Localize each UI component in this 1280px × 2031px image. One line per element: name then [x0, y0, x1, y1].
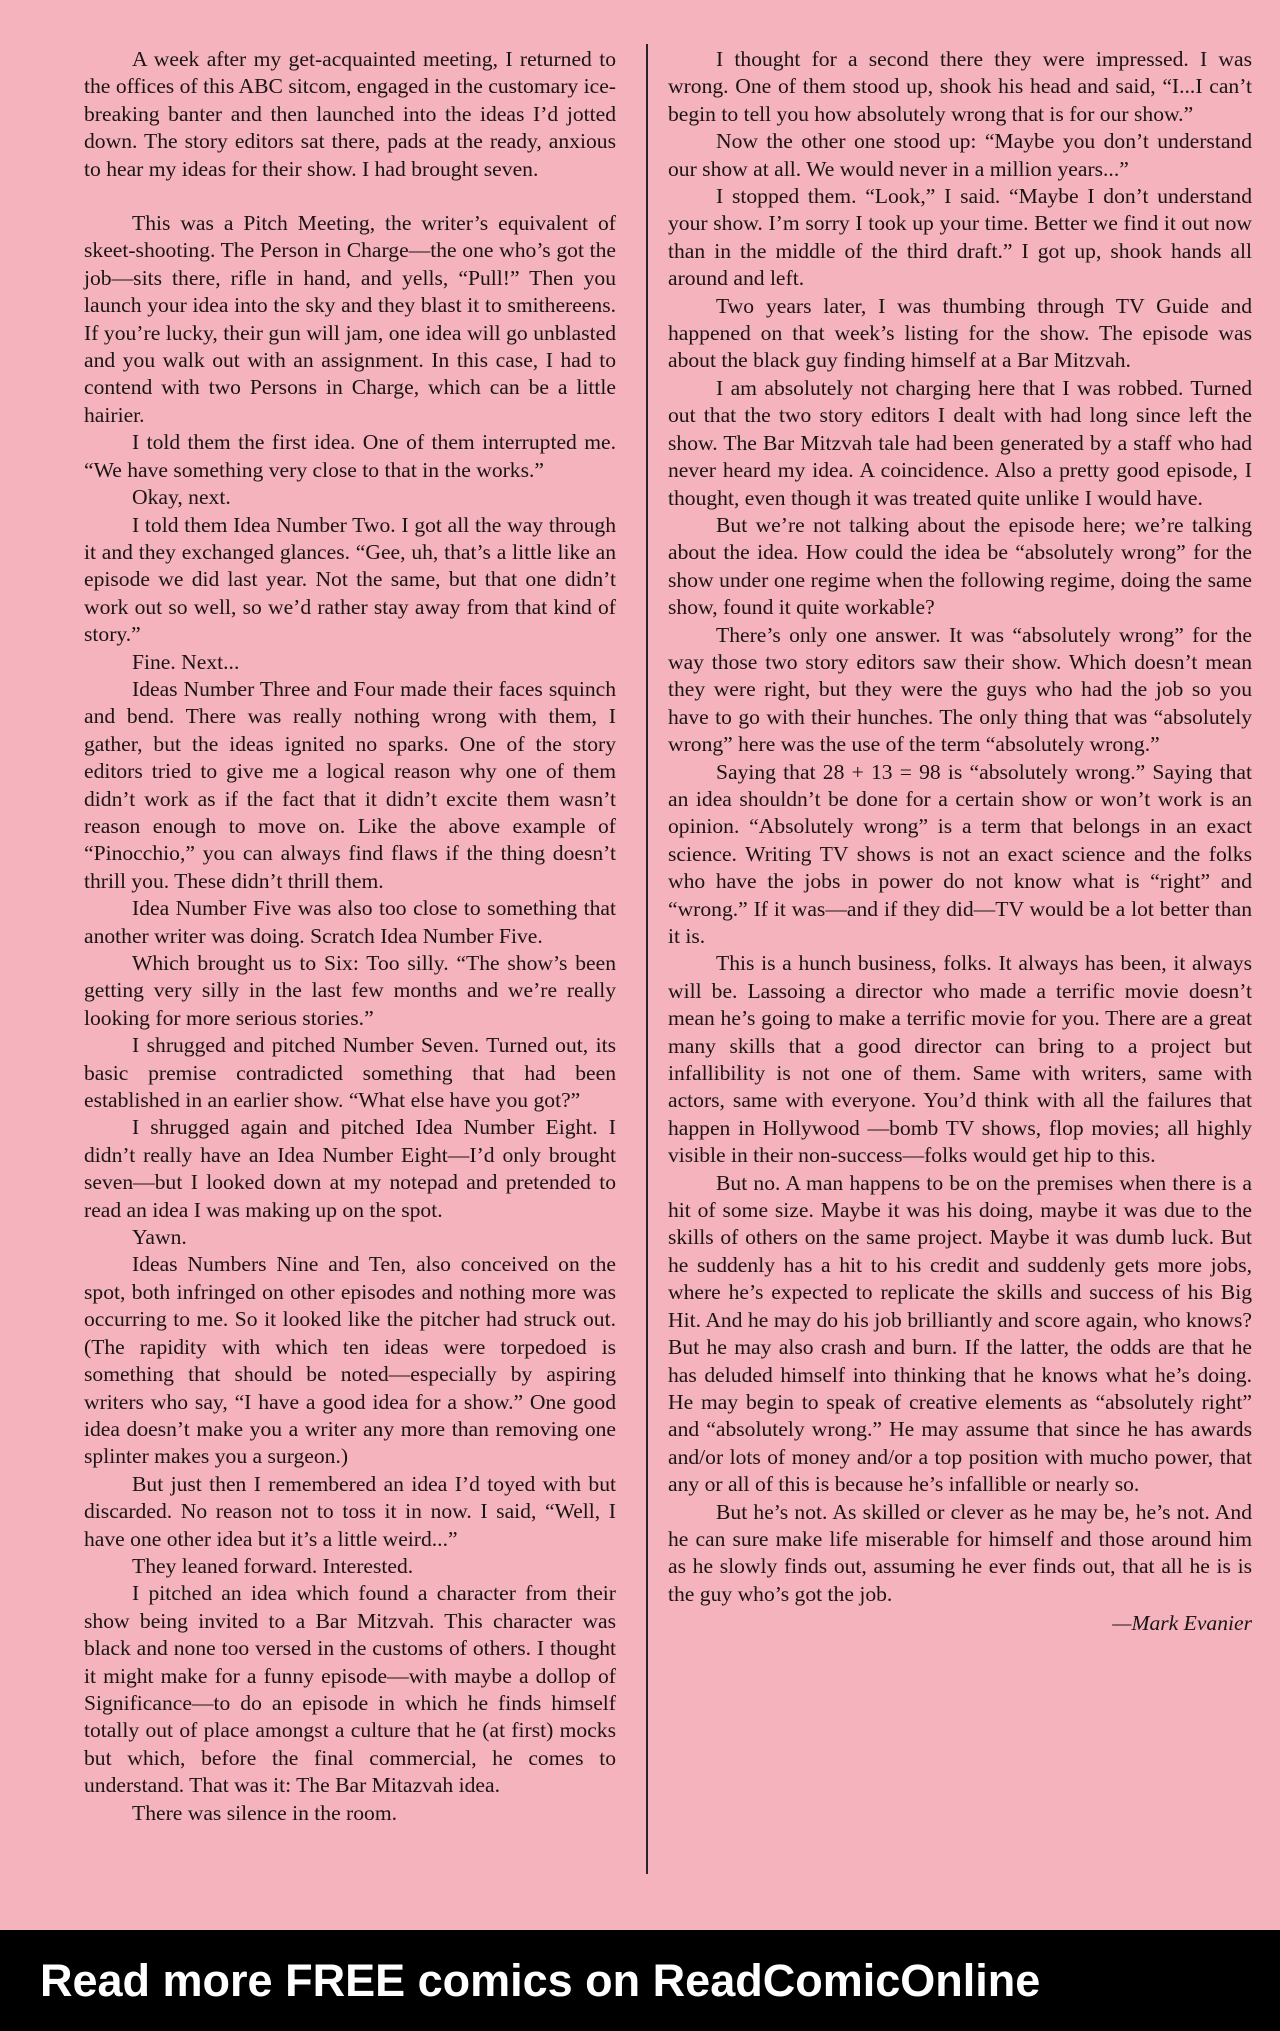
- paragraph: I told them Idea Number Two. I got all the way through it and they exchanged glances. “Gee, uh, that’s a little like an episode we did last year. Not the same, but that one didn’t work out so well, so we’d rather stay away from that kind of story.”: [84, 512, 616, 647]
- paragraph: Idea Number Five was also too close to something that another writer was doing. Scratch Idea Number Five.: [84, 896, 616, 948]
- paragraph: But no. A man happens to be on the premises when there is a hit of some size. Maybe it was his doing, maybe it was due to the skills of others on the same project. Maybe it was dumb luck. But he suddenly has a hit to his credit and suddenly gets more jobs, where he’s expected to replicate the skills and success of his Big Hit. And he may do his job brilliantly and score again, who knows? But he may also crash and burn. If the latter, the odds are that he has deluded himself into thinking that he knows what he’s doing. He may begin to speak of creative elements as “absolutely right” and “absolutely wrong.” He may assume that since he has awards and/or lots of money and/or a top position with mucho power, that any or all of this is because he’s infallible or nearly so.: [668, 1170, 1252, 1497]
- paragraph: Which brought us to Six: Too silly. “The show’s been getting very silly in the last few months and we’re really looking for more serious stories.”: [84, 951, 616, 1030]
- paragraph: Saying that 28 + 13 = 98 is “absolutely wrong.” Saying that an idea shouldn’t be done for a certain show or won’t work is an opinion. “Absolutely wrong” is a term that belongs in an exact science. Writing TV shows is not an exact science and the folks who have the jobs in power do not know what is “right” and “wrong.” If it was—and if they did—TV would be a lot better than it is.: [668, 759, 1252, 948]
- paragraph: There’s only one answer. It was “absolutely wrong” for the way those two story editors saw their show. Which doesn’t mean they were right, but they were the guys who had the job so you have to go with their hunches. The only thing that was “absolutely wrong” here was the use of the term “absolutely wrong.”: [668, 622, 1252, 757]
- paragraph: Fine. Next...: [132, 649, 240, 674]
- paragraph: Yawn.: [132, 1225, 187, 1250]
- paragraph: I am absolutely not charging here that I was robbed. Turned out that the two story editors I dealt with had long since left the show. The Bar Mitzvah tale had been generated by a staff who had never heard my idea. A coincidence. Also a pretty good episode, I thought, even though it was treated quite unlike I would have.: [668, 375, 1252, 510]
- paragraph: Ideas Number Three and Four made their faces squinch and bend. There was really nothing wrong with them, I gather, but the ideas ignited no sparks. One of the story editors tried to give me a logical reason why one of them didn’t work as if the fact that it didn’t excite them wasn’t reason enough to move on. Like the above example of “Pinocchio,” you can always find flaws if the thing doesn’t thrill you. These didn’t thrill them.: [84, 676, 616, 893]
- author-signature: —Mark Evanier: [1112, 1611, 1252, 1636]
- paragraph: But just then I remembered an idea I’d toyed with but discarded. No reason not to toss it in now. I said, “Well, I have one other idea but it’s a little weird...”: [84, 1471, 616, 1551]
- paragraph: There was silence in the room.: [132, 1800, 398, 1825]
- footer-link-text[interactable]: Read more FREE comics on ReadComicOnline: [40, 1954, 1041, 2006]
- paragraph: I shrugged and pitched Number Seven. Turned out, its basic premise contradicted something that had been established in an earlier show. “What else have you got?”: [84, 1033, 616, 1113]
- paragraph: Okay, next.: [132, 485, 231, 510]
- paragraph: They leaned forward. Interested.: [132, 1553, 414, 1578]
- footer-banner[interactable]: [0, 1930, 1280, 2031]
- paragraph: This is a hunch business, folks. It always has been, it always will be. Lassoing a director who made a terrific movie doesn’t mean he’s going to make a terrific movie for you. There are a great many skills that a good director can bring to a project but infallibility is not one of them. Same with writers, same with actors, same with everyone. You’d think with all the failures that happen in Hollywood —bomb TV shows, flop movies; all highly visible in their non-success—folks would get hip to this.: [668, 951, 1252, 1168]
- paragraph: I pitched an idea which found a character from their show being invited to a Bar Mitzvah. This character was black and none too versed in the customs of others. I thought it might make for a funny episode—with maybe a dollop of Significance—to do an episode in which he finds himself totally out of place amongst a culture that he (at first) mocks but which, before the final commercial, he comes to understand. That was it: The Bar Mitazvah idea.: [84, 1581, 616, 1798]
- paragraph: Now the other one stood up: “Maybe you don’t understand our show at all. We would never in a million years...”: [668, 129, 1252, 181]
- paragraph: I stopped them. “Look,” I said. “Maybe I don’t understand your show. I’m sorry I took up your time. Better we find it out now than in the middle of the third draft.” I got up, shook hands all around and left.: [668, 184, 1252, 291]
- paragraph: Ideas Numbers Nine and Ten, also conceived on the spot, both infringed on other episodes and nothing more was occurring to me. So it looked like the pitcher had struck out. (The rapidity with which ten ideas were torpedoed is something that should be noted—especially by aspiring writers who say, “I have a good idea for a show.” One good idea doesn’t make you a writer any more than removing one splinter makes you a surgeon.): [84, 1252, 616, 1469]
- left-column: [84, 46, 616, 1827]
- paragraph: This was a Pitch Meeting, the writer’s equivalent of skeet-shooting. The Person in Charge—the one who’s got the job—sits there, rifle in hand, and yells, “Pull!” Then you launch your idea into the sky and they blast it to smithereens. If you’re lucky, their gun will jam, one idea will go unblasted and you walk out with an assignment. In this case, I had to contend with two Persons in Charge, which can be a little hairier.: [84, 211, 616, 427]
- paragraph: I thought for a second there they were impressed. I was wrong. One of them stood up, shook his head and said, “I...I can’t begin to tell you how absolutely wrong that is for our show.”: [668, 47, 1252, 126]
- paragraph: I shrugged again and pitched Idea Number Eight. I didn’t really have an Idea Number Eight—I’d only brought seven—but I looked down at my notepad and pretended to read an idea I was making up on the spot.: [84, 1115, 616, 1222]
- paragraph: A week after my get-acquainted meeting, I returned to the offices of this ABC sitcom, engaged in the customary ice-breaking banter and then launched into the ideas I’d jotted down. The story editors sat there, pads at the ready, anxious to hear my ideas for their show. I had brought seven.: [84, 47, 616, 181]
- paragraph: But he’s not. As skilled or clever as he may be, he’s not. And he can sure make life miserable for himself and those around him as he slowly finds out, assuming he ever finds out, that all he is is the guy who’s got the job.: [668, 1499, 1252, 1606]
- paragraph: But we’re not talking about the episode here; we’re talking about the idea. How could the idea be “absolutely wrong” for the show under one regime when the following regime, doing the same show, found it quite workable?: [668, 512, 1252, 620]
- paragraph: I told them the first idea. One of them interrupted me. “We have something very close to that in the works.”: [84, 430, 616, 482]
- column-divider: [646, 44, 648, 1874]
- right-column: [668, 46, 1252, 1638]
- paragraph: Two years later, I was thumbing through TV Guide and happened on that week’s listing for the show. The episode was about the black guy finding himself at a Bar Mitzvah.: [668, 293, 1252, 373]
